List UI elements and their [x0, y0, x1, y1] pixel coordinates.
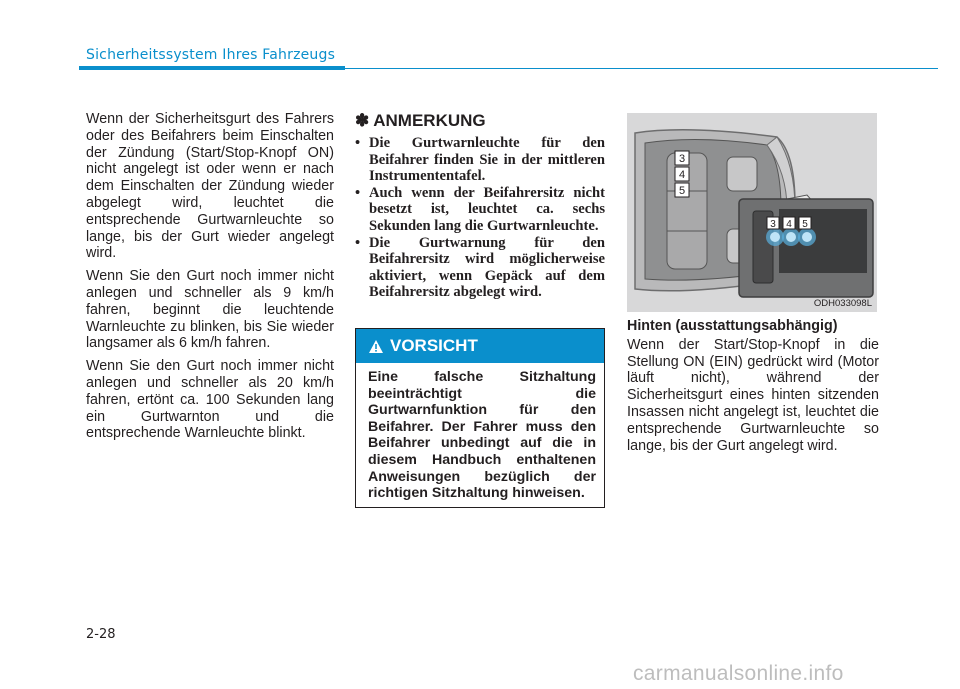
warning-triangle-icon	[368, 339, 384, 354]
bullet-icon: •	[355, 234, 361, 251]
section-title: Sicherheitssystem Ihres Fahrzeugs	[86, 47, 336, 63]
note-title-text: ANMERKUNG	[373, 111, 486, 130]
asterisk-icon: ✽	[355, 111, 370, 130]
left-column	[86, 111, 334, 448]
watermark: carmanualsonline.info	[633, 662, 844, 685]
bullet-icon: •	[355, 184, 361, 201]
car-interior-illustration	[627, 113, 877, 312]
caution-text: Eine falsche Sitzhaltung beeinträchtigt die Gurtwarnfunktion für den Beifahrer. Der Fahrer muss den Beifahrer unbedingt auf die in diesem Handbuch enthaltenen Anweisungen bezüglich der richtigen Sitzhaltung hinweisen.	[368, 369, 596, 502]
note-list	[355, 135, 605, 301]
caution-title: VORSICHT	[390, 336, 478, 355]
panel-seat-label: 4	[786, 219, 792, 230]
paragraph: Wenn der Start/Stop-Knopf in die Stellung ON (EIN) gedrückt wird (Motor läuft nicht), während der Sicherheitsgurt eines hinten sitzenden Insassen nicht angelegt ist, leuchtet die entsprechende Gurtwarnleuchte so lange, bis der Gurt angelegt wird.	[627, 336, 879, 454]
panel-seat-label: 5	[802, 219, 808, 230]
list-item-text: Die Gurtwarnung für den Beifahrersitz wird möglicherweise aktiviert, wenn Gepäck auf dem Beifahrersitz abgelegt wird.	[369, 234, 605, 301]
header-rule-thin	[345, 68, 938, 70]
right-column	[627, 318, 879, 460]
list-item	[355, 135, 605, 185]
list-item	[355, 235, 605, 301]
note-box	[355, 111, 605, 301]
seat-label: 5	[678, 185, 686, 197]
list-item-text: Auch wenn der Beifahrersitz nicht besetzt ist, leuchtet ca. sechs Sekunden lang die Gurtwarnleuchte.	[369, 184, 605, 234]
seat-label: 4	[678, 169, 686, 181]
note-title	[355, 111, 605, 131]
caution-box	[355, 328, 605, 508]
seatbelt-indicator-figure	[627, 113, 877, 312]
paragraph: Wenn Sie den Gurt noch immer nicht anlegen und schneller als 20 km/h fahren, ertönt ca. 100 Sekunden lang ein Gurtwarnton und die entsprechende Warnleuchte blinkt.	[86, 358, 334, 442]
seat-label: 3	[678, 153, 686, 165]
figure-code: ODH033098L	[813, 298, 872, 309]
list-item-text: Die Gurtwarnleuchte für den Beifahrer finden Sie in der mittleren Instrumententafel.	[369, 135, 605, 185]
subheading: Hinten (ausstattungsabhängig)	[627, 318, 838, 334]
bullet-icon: •	[355, 135, 361, 151]
paragraph: Wenn Sie den Gurt noch immer nicht anlegen und schneller als 9 km/h fahren, beginnt die leuchtende Warnleuchte zu blinken, bis Sie wieder langsamer als 6 km/h fahren.	[86, 268, 334, 352]
panel-seat-label: 3	[770, 219, 776, 230]
header-rule-thick	[79, 66, 345, 70]
list-item	[355, 185, 605, 235]
page-number: 2-28	[86, 627, 116, 642]
caution-header	[356, 329, 604, 363]
paragraph: Wenn der Sicherheitsgurt des Fahrers oder des Beifahrers beim Einschalten der Zündung (Start/Stop-Knopf ON) nicht angelegt ist oder wenn er nach dem Einschalten der Zündung wieder abgelegt wird, leuchtet die entsprechende Gurtwarnleuchte so lange, bis der Gurt wieder angelegt wird.	[86, 111, 334, 262]
